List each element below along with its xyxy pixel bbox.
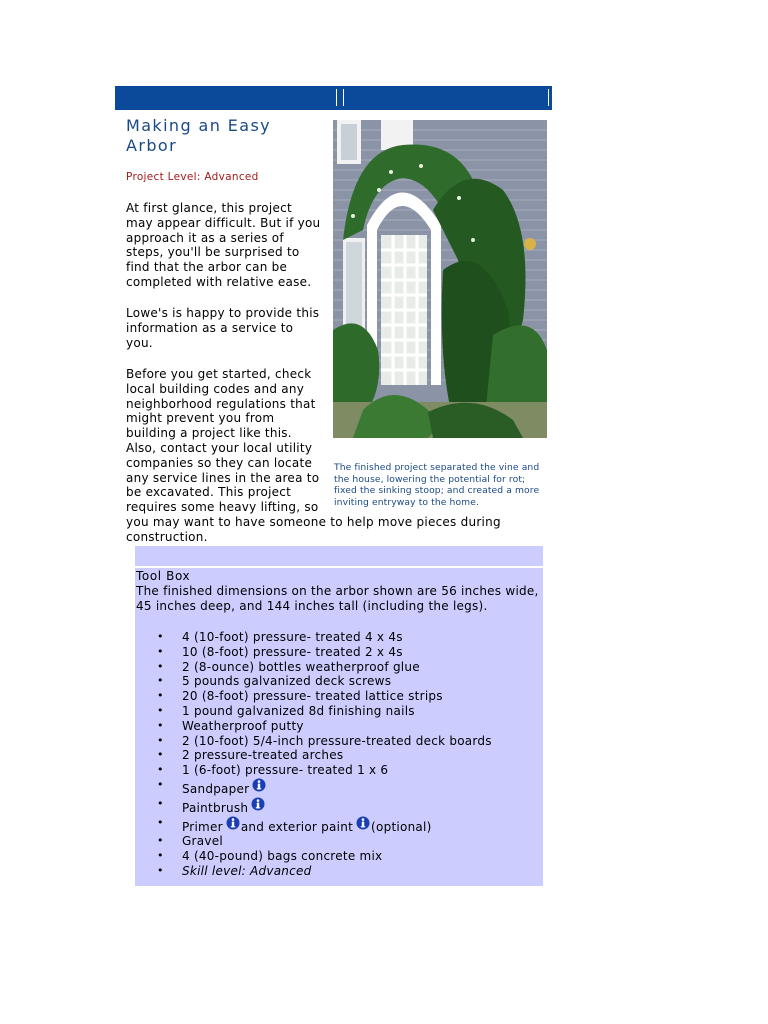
tool-list-item [135,719,492,734]
tool-list-item [135,797,492,816]
tool-list-item-text: Gravel [182,834,223,849]
tool-list-item [135,689,492,704]
tool-box-header [135,546,543,568]
tool-list-item [135,704,492,719]
tool-list-item-text: 1 (6-foot) pressure- treated 1 x 6 [182,763,389,778]
tool-list-item-text: Sandpaper [182,781,250,796]
intro-paragraph: At first glance, this project may appear difficult. But if you approach it as a series of steps, you'll be surprised to find that the arbor can be completed with relative ease. [126,201,321,289]
header-divider [548,89,549,106]
tool-list-item [135,816,492,835]
tool-list-item [135,748,492,763]
arbor-photo [333,120,547,438]
tool-list-item [135,674,492,689]
article-title: Making an Easy Arbor [126,116,272,155]
tool-list-item-text: Skill level: Advanced [182,863,312,878]
tool-list-item-text: 20 (8-foot) pressure- treated lattice strips [182,689,443,704]
info-icon[interactable] [226,816,240,834]
tool-list-item [135,645,492,660]
codes-paragraph-text: Before you get started, check local building codes and any neighborhood regulations that might prevent you from building a project like this. Also, contact your local utility companies so they can locate any service lines in the area to be excavated. This project requires some heavy lifting, so you may want to have someone to help move pieces during construction. [126,367,501,544]
tool-list-item [135,630,492,645]
photo-caption: The finished project separated the vine and the house, lowering the potential for rot; fixed the sinking stoop; and created a more inviting entryway to the home. [334,462,540,508]
tool-list-item-text: Paintbrush [182,800,249,815]
tool-list-item-text: 5 pounds galvanized deck screws [182,674,392,689]
tool-box-title: Tool Box [136,569,191,583]
header-divider [343,89,344,106]
tool-list-item [135,778,492,797]
tool-list-item [135,849,492,864]
tool-list-item [135,660,492,675]
info-icon[interactable] [251,797,265,815]
tool-list-item-text: 2 pressure-treated arches [182,748,344,763]
tool-list-item-text: 10 (8-foot) pressure- treated 2 x 4s [182,644,403,659]
tool-list-item [135,864,492,879]
service-paragraph: Lowe's is happy to provide this information as a service to you. [126,306,320,350]
tool-list-item-text: and exterior paint [240,819,354,834]
tool-list-item-text: Primer [182,819,223,834]
project-level: Project Level: Advanced [126,171,259,183]
header-bar [115,86,552,110]
tool-list-item-text: (optional) [371,819,432,834]
tool-list-item-text: Weatherproof putty [182,718,304,733]
tool-box [135,546,543,886]
header-divider [336,89,337,106]
tool-box-description: The finished dimensions on the arbor shown are 56 inches wide, 45 inches deep, and 144 inches tall (including the legs). [136,584,539,613]
tool-list-item-text: 2 (10-foot) 5/4-inch pressure-treated deck boards [182,733,492,748]
tool-list-item-text: 4 (10-foot) pressure- treated 4 x 4s [182,630,403,644]
tool-list-item [135,834,492,849]
tool-list-item-text: 2 (8-ounce) bottles weatherproof glue [182,659,420,674]
info-icon[interactable] [356,816,370,834]
tool-box-list [135,630,492,879]
tool-list-item-text: 1 pound galvanized 8d finishing nails [182,703,415,718]
tool-list-item [135,734,492,749]
info-icon[interactable] [252,778,266,796]
tool-list-item [135,763,492,778]
tool-list-item-text: 4 (40-pound) bags concrete mix [182,849,383,864]
